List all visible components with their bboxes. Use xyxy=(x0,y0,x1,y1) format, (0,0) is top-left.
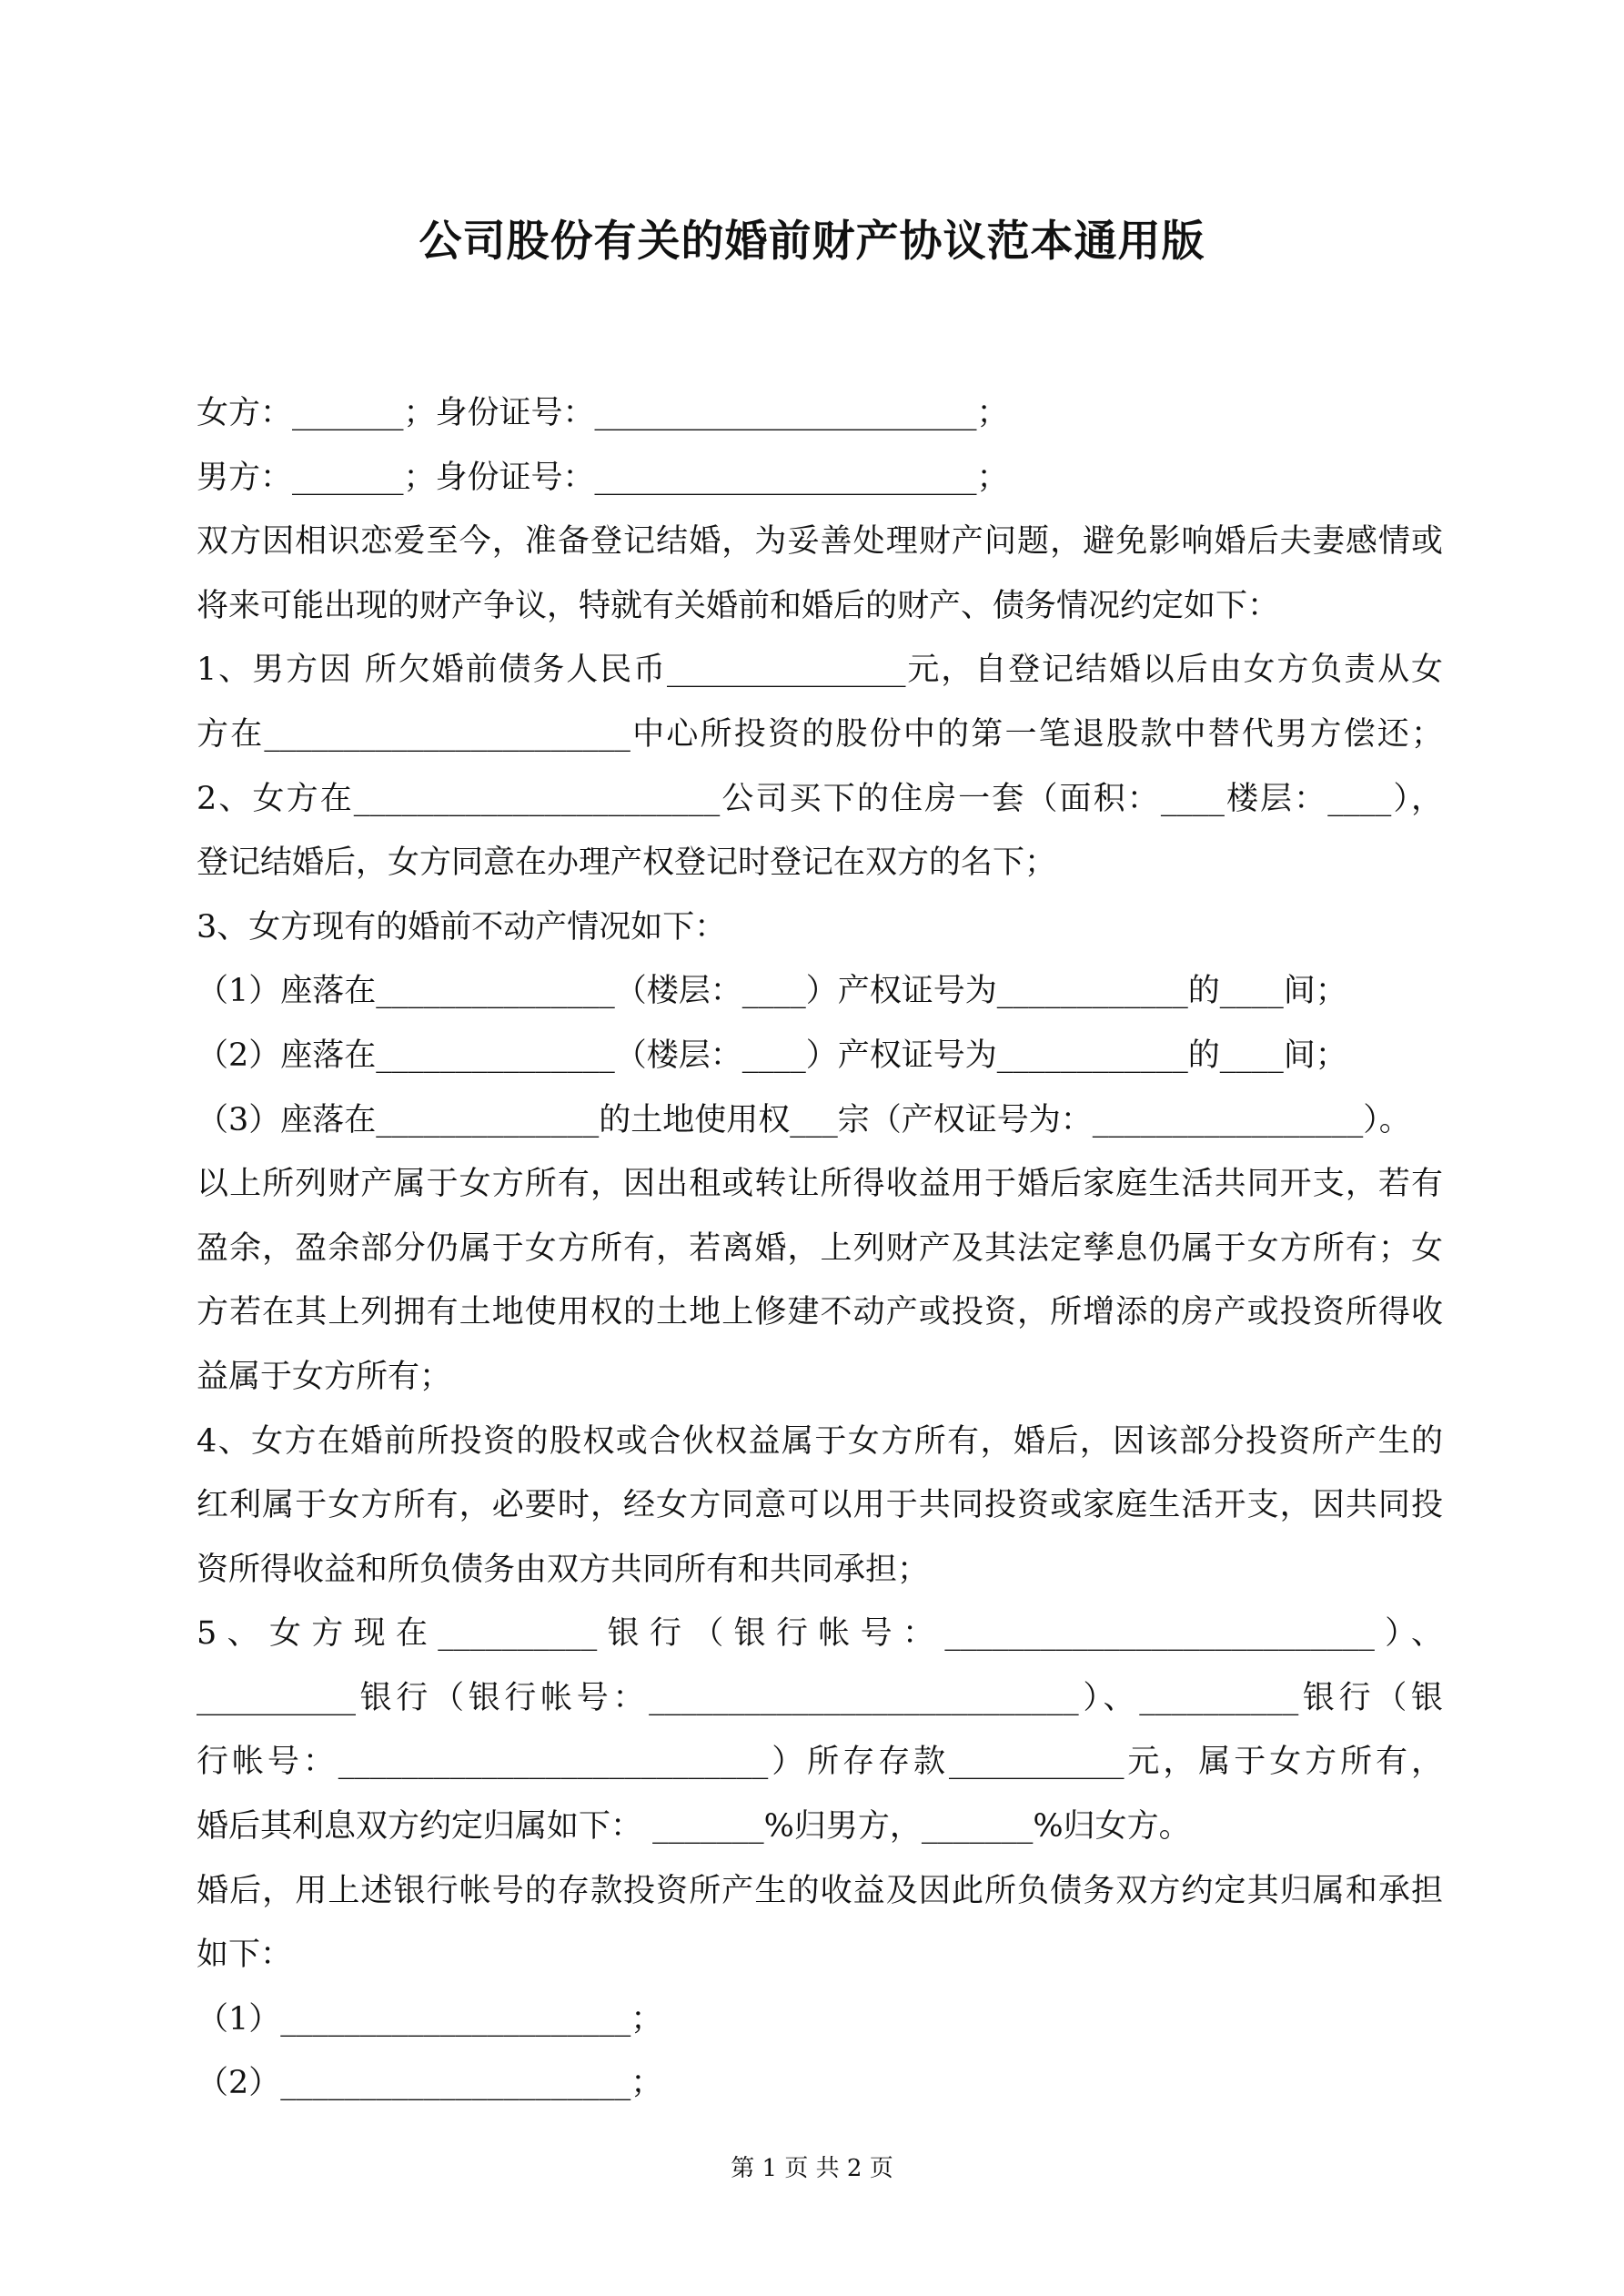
clause-3-item-2: （2）座落在_______________（楼层：____）产权证号为____________的____间； xyxy=(197,1037,1347,1074)
paragraph-line: 婚后，用上述银行帐号的存款投资所产生的收益及因此所负债务双方约定其归属和承担 xyxy=(197,1872,1443,1909)
clause-4-line: 资所得收益和所负债务由双方共同所有和共同承担； xyxy=(197,1551,930,1588)
clause-5-line: __________银行（银行帐号：___________________________）、__________银行（银 xyxy=(197,1679,1443,1716)
paragraph-line: 如下： xyxy=(197,1937,293,1974)
paragraph-line: 益属于女方所有； xyxy=(197,1358,452,1395)
clause-2-line: 2、女方在_______________________公司买下的住房一套（面积：____楼层：____）， xyxy=(197,780,1443,817)
paragraph-line: 双方因相识恋爱至今，准备登记结婚，为妥善处理财产问题，避免影响婚后夫妻感情或 xyxy=(197,523,1443,561)
paragraph-line: 将来可能出现的财产争议，特就有关婚前和婚后的财产、债务情况约定如下： xyxy=(197,587,1280,624)
clause-5-line: 5、女方现在__________银行（银行帐号：___________________________）、 xyxy=(197,1615,1443,1653)
male-party-line: 男方：_______；身份证号：________________________； xyxy=(197,459,1009,496)
list-item-2: （2）______________________； xyxy=(197,2065,663,2102)
paragraph-line: 方若在其上列拥有土地使用权的土地上修建不动产或投资，所增添的房产或投资所得收 xyxy=(197,1294,1443,1331)
list-item-1: （1）______________________； xyxy=(197,2000,663,2038)
paragraph-line: 以上所列财产属于女方所有，因出租或转让所得收益用于婚后家庭生活共同开支，若有 xyxy=(197,1166,1443,1203)
clause-3-item-1: （1）座落在_______________（楼层：____）产权证号为____________的____间； xyxy=(197,973,1347,1010)
clause-3-item-3: （3）座落在______________的土地使用权___宗（产权证号为：_________________）。 xyxy=(197,1101,1411,1138)
clause-2-line: 登记结婚后，女方同意在办理产权登记时登记在双方的名下； xyxy=(197,845,1057,882)
page-number: 第 1 页 共 2 页 xyxy=(731,2155,893,2182)
clause-4-line: 红利属于女方所有，必要时，经女方同意可以用于共同投资或家庭生活开支，因共同投 xyxy=(197,1487,1443,1524)
clause-5-line: 行帐号：___________________________）所存存款___________元，属于女方所有， xyxy=(197,1744,1443,1781)
clause-5-line: 婚后其利息双方约定归属如下： _______%归男方，_______%归女方。 xyxy=(197,1808,1191,1846)
document-title: 公司股份有关的婚前财产协议范本通用版 xyxy=(419,217,1205,267)
paragraph-line: 盈余，盈余部分仍属于女方所有，若离婚，上列财产及其法定孳息仍属于女方所有；女 xyxy=(197,1229,1443,1267)
female-party-line: 女方：_______；身份证号：________________________； xyxy=(197,395,1009,431)
document-body xyxy=(197,381,1443,2116)
clause-1-line: 1、男方因 所欠婚前债务人民币_______________元，自登记结婚以后由女方负责从女 xyxy=(197,652,1443,689)
clause-1-line: 方在_______________________中心所投资的股份中的第一笔退股款中替代男方偿还； xyxy=(197,715,1443,753)
clause-4-line: 4、女方在婚前所投资的股权或合伙权益属于女方所有，婚后，因该部分投资所产生的 xyxy=(197,1422,1443,1460)
clause-3-line: 3、女方现有的婚前不动产情况如下： xyxy=(197,908,727,946)
